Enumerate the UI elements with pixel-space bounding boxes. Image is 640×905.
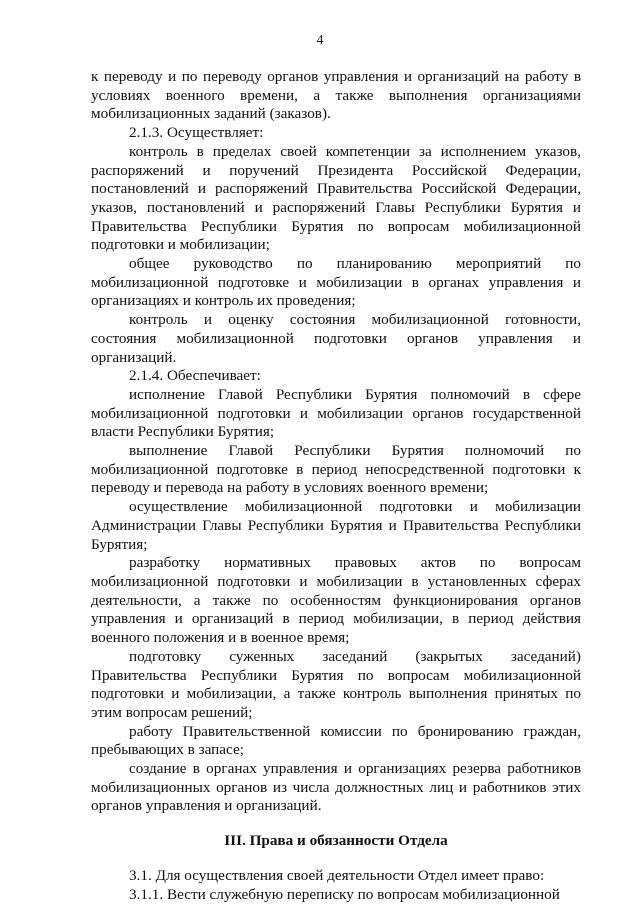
paragraph: работу Правительственной комиссии по бронированию граждан, пребывающих в запасе; [91,722,581,759]
paragraph: к переводу и по переводу органов управления и организаций на работу в условиях военного времени, а также выполнения организациями мобилизационных заданий (заказов). [91,68,581,123]
clause-heading: 2.1.3. Осуществляет: [129,124,264,142]
paragraph: контроль в пределах своей компетенции за исполнением указов, распоряжений и поручений Президента Российской Федерации, постановлений и распоряжений Правительства Российской Федерации, указов, постановлений и распоряжений Главы Республики Бурятия и Правительства Республики Бурятия по вопросам мобилизационной подготовки и мобилизации; [91,142,581,254]
document-body [91,68,581,904]
paragraph: 3.1.1. Вести служебную переписку по вопросам мобилизационной [129,885,560,903]
paragraph: контроль и оценку состояния мобилизационной готовности, состояния мобилизационной подготовки органов управления и организаций. [91,311,581,366]
paragraph: создание в органах управления и организациях резерва работников мобилизационных органов из числа должностных лиц и работников этих органов управления и организаций. [91,760,581,815]
paragraph: 3.1. Для осуществления своей деятельности Отдел имеет право: [129,866,545,884]
paragraph: общее руководство по планированию мероприятий по мобилизационной подготовке и мобилизации в органах управления и организациях и контроль их проведения; [91,255,581,310]
paragraph: осуществление мобилизационной подготовки и мобилизации Администрации Главы Республики Бурятия и Правительства Республики Бурятия; [91,498,581,553]
page-number: 4 [316,32,324,47]
clause-heading: 2.1.4. Обеспечивает: [129,367,261,385]
paragraph: исполнение Главой Республики Бурятия полномочий в сфере мобилизационной подготовки и мобилизации органов государственной власти Республики Бурятия; [91,385,581,441]
section-heading: III. Права и обязанности Отдела [224,832,448,850]
paragraph: выполнение Главой Республики Бурятия полномочий по мобилизационной подготовке в период непосредственной подготовки к переводу и перевода на работу в условиях военного времени; [91,442,581,497]
paragraph: разработку нормативных правовых актов по вопросам мобилизационной подготовки и мобилизации в установленных сферах деятельности, а также по особенностям функционирования органов управления и организаций в период мобилизации, в период действия военного положения и в военное время; [91,554,581,647]
paragraph: подготовку суженных заседаний (закрытых заседаний) Правительства Республики Бурятия по вопросам мобилизационной подготовки и мобилизации, а также контроль выполнения принятых по этим вопросам решений; [91,647,581,721]
